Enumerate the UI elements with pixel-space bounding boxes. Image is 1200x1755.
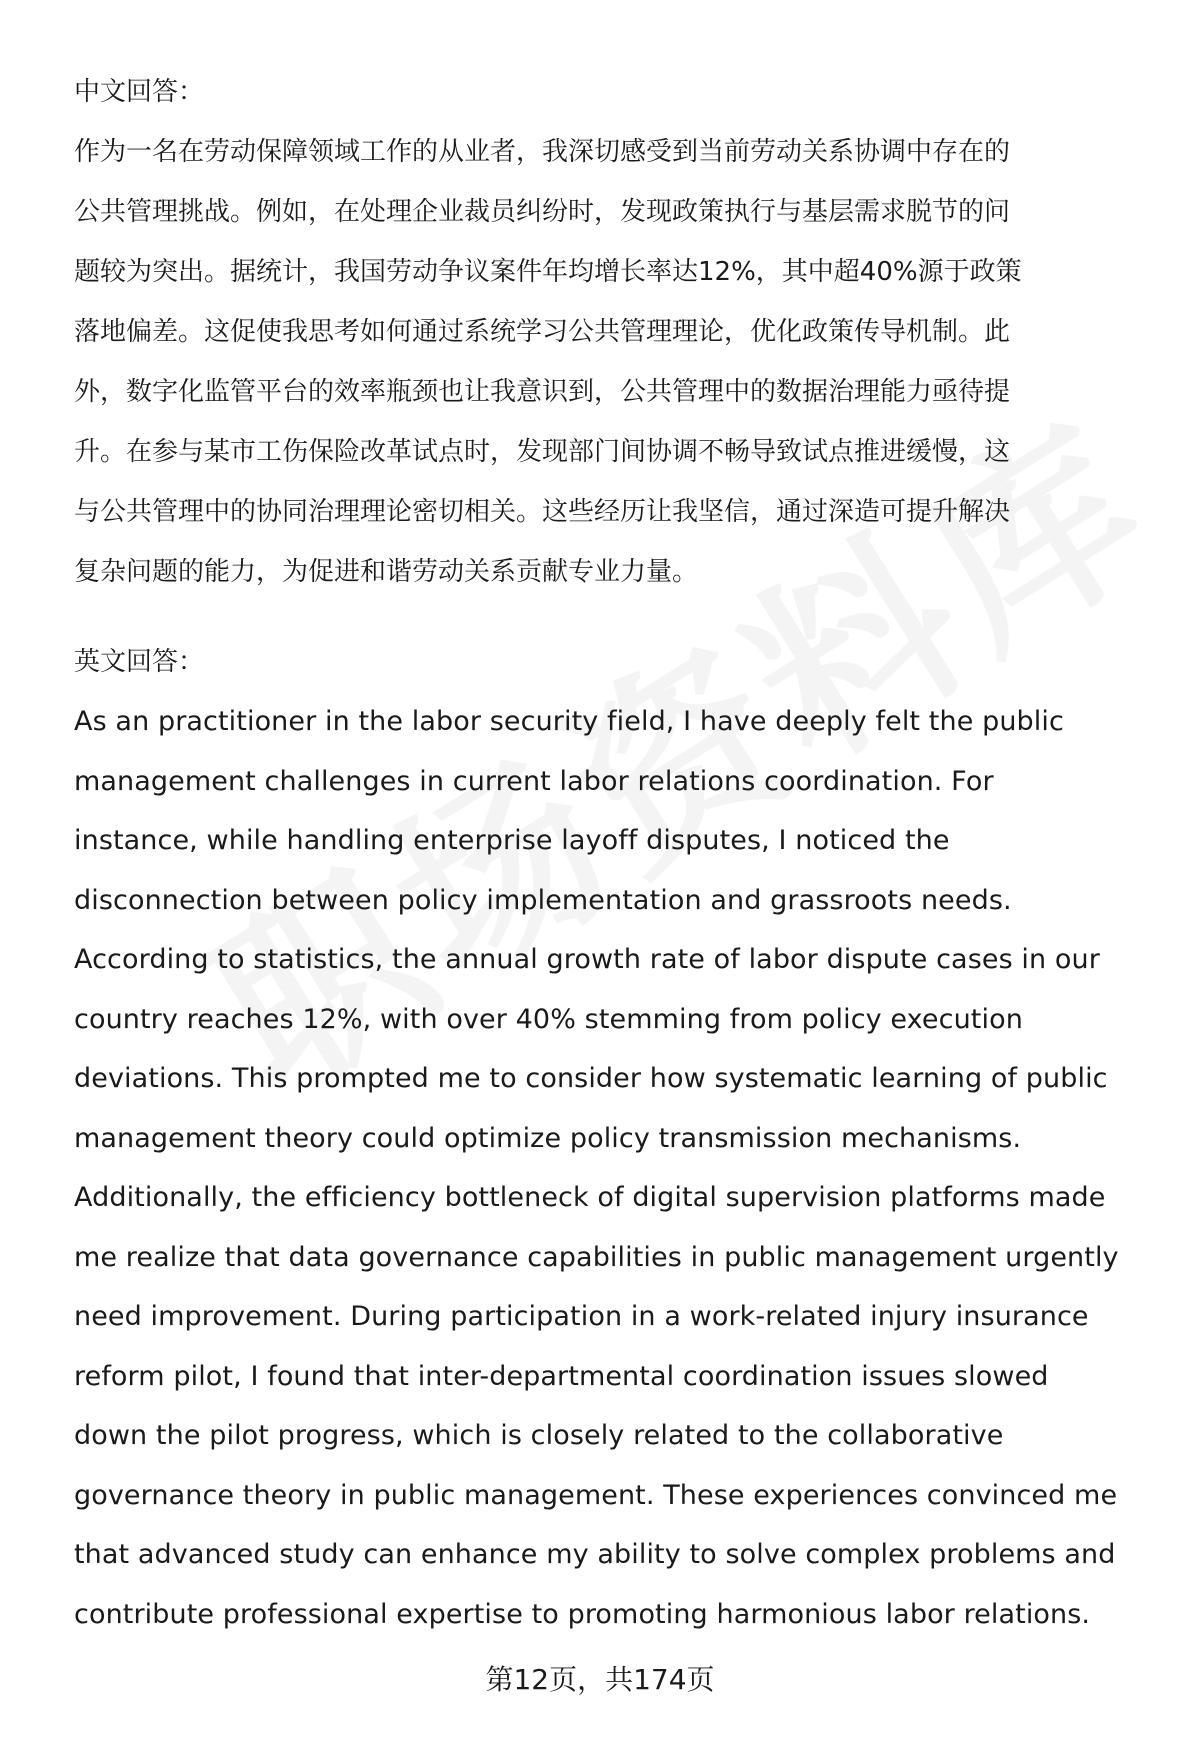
text-line: management theory could optimize policy transmission mechanisms. [74, 1122, 1022, 1154]
text-line: According to statistics, the annual growth rate of labor dispute cases in our [74, 944, 1100, 975]
text-line: 作为一名在劳动保障领域工作的从业者，我深切感受到当前劳动关系协调中存在的 [74, 137, 1011, 167]
text-line: governance theory in public management. These experiences convinced me [74, 1479, 1118, 1511]
section-spacer [74, 602, 1154, 632]
text-line: that advanced study can enhance my ability to solve complex problems and [74, 1539, 1116, 1570]
text-line: deviations. This prompted me to consider how systematic learning of public [74, 1063, 1108, 1094]
text-line: 公共管理挑战。例如，在处理企业裁员纠纷时，发现政策执行与基层需求脱节的问 [74, 197, 1011, 227]
text-line: management challenges in current labor relations coordination. For [74, 765, 994, 797]
chinese-answer-section [74, 62, 1154, 602]
text-line: down the pilot progress, which is closely related to the collaborative [74, 1420, 1004, 1451]
english-answer-section [74, 632, 1154, 1644]
text-line: disconnection between policy implementation and grassroots needs. [74, 884, 1012, 916]
page-content [74, 62, 1154, 1644]
page-number-footer: 第12页，共174页 [485, 1663, 715, 1696]
english-answer-text [74, 692, 1154, 1644]
text-line: 题较为突出。据统计，我国劳动争议案件年均增长率达12%，其中超40%源于政策 [74, 257, 1022, 287]
text-line: As an practitioner in the labor security field, I have deeply felt the public [74, 706, 1064, 737]
text-line: reform pilot, I found that inter-departmental coordination issues slowed [74, 1360, 1049, 1392]
text-line: country reaches 12%, with over 40% stemming from policy execution [74, 1003, 1023, 1035]
text-line: 落地偏差。这促使我思考如何通过系统学习公共管理理论，优化政策传导机制。此 [74, 317, 1011, 347]
text-line: Additionally, the efficiency bottleneck of digital supervision platforms made [74, 1182, 1106, 1213]
text-line: 外，数字化监管平台的效率瓶颈也让我意识到，公共管理中的数据治理能力亟待提 [74, 377, 1011, 407]
text-line: 升。在参与某市工伤保险改革试点时，发现部门间协调不畅导致试点推进缓慢，这 [74, 437, 1011, 467]
text-line: need improvement. During participation in a work-related injury insurance [74, 1301, 1089, 1332]
text-line: 与公共管理中的协同治理理论密切相关。这些经历让我坚信，通过深造可提升解决 [74, 497, 1011, 527]
chinese-answer-heading: 中文回答： [74, 77, 205, 107]
chinese-answer-text [74, 122, 1154, 602]
text-line: me realize that data governance capabilities in public management urgently [74, 1241, 1119, 1273]
text-line: contribute professional expertise to promoting harmonious labor relations. [74, 1598, 1091, 1630]
english-answer-heading: 英文回答： [74, 647, 205, 677]
text-line: 复杂问题的能力，为促进和谐劳动关系贡献专业力量。 [74, 557, 699, 587]
text-line: instance, while handling enterprise layoff disputes, I noticed the [74, 825, 950, 856]
